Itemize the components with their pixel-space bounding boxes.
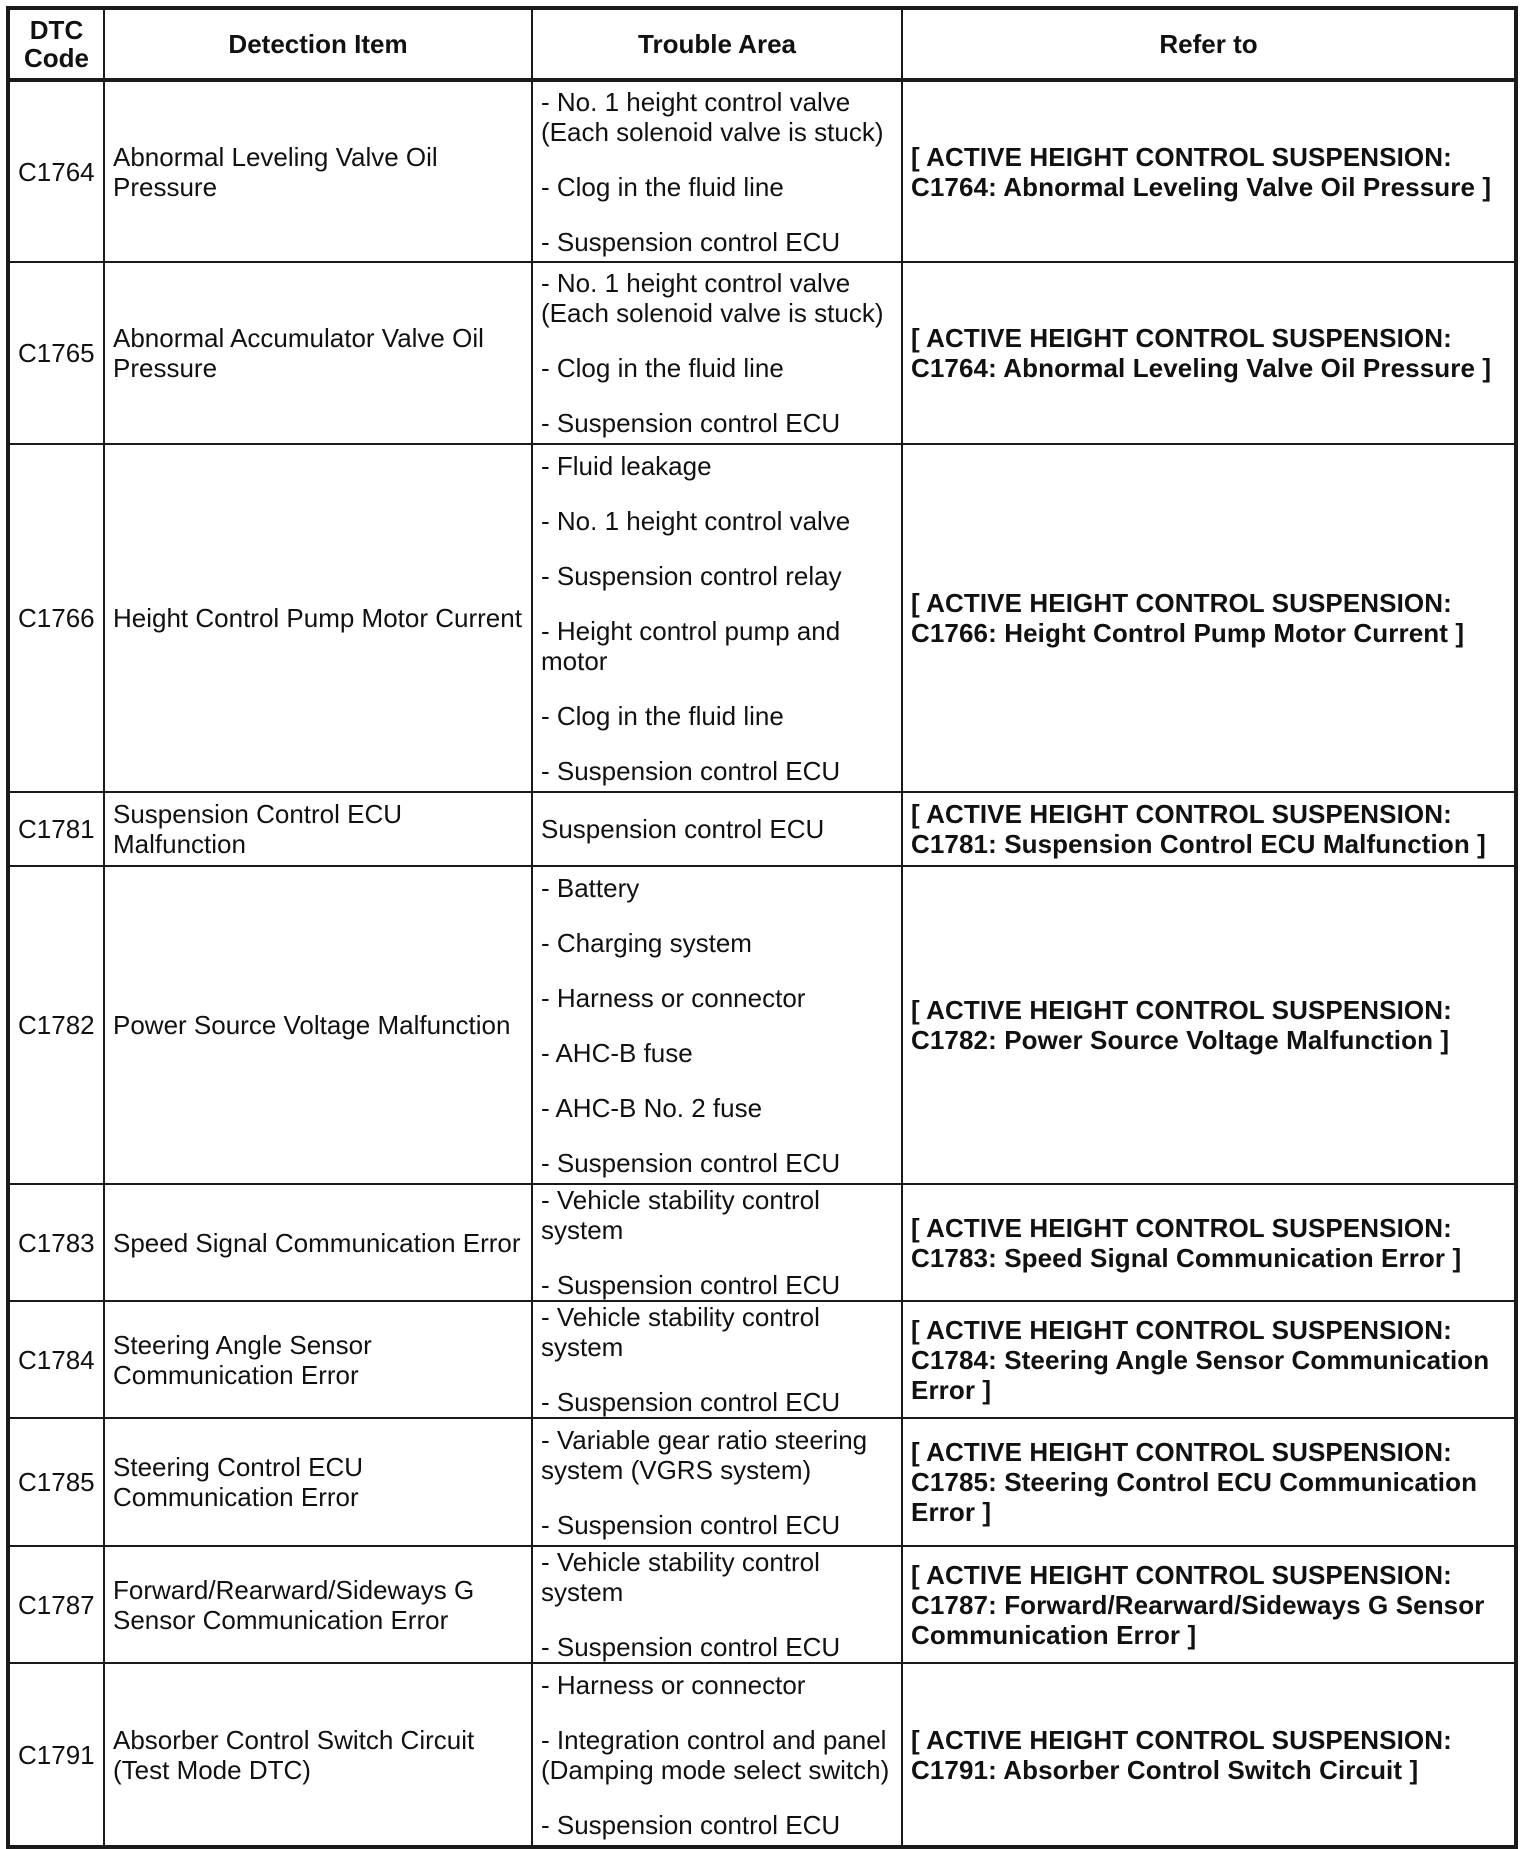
header-dtc-code-line2: Code	[24, 43, 89, 73]
dtc-code-cell: C1764	[8, 80, 104, 262]
detection-item-cell: Steering Control ECU Communication Error	[104, 1418, 532, 1546]
detection-item-cell: Steering Angle Sensor Communication Error	[104, 1301, 532, 1418]
table-row	[8, 792, 1516, 866]
refer-to-link[interactable]: [ ACTIVE HEIGHT CONTROL SUSPENSION: C1782: Power Source Voltage Malfunction ]	[902, 866, 1516, 1184]
trouble-area-item: Suspension control ECU	[541, 814, 825, 844]
trouble-area-item: - Clog in the fluid line	[541, 171, 784, 202]
dtc-code-cell: C1783	[8, 1184, 104, 1301]
header-dtc-code	[8, 8, 104, 80]
table-row	[8, 1663, 1516, 1847]
trouble-area-item: - Height control pump and motor	[541, 615, 841, 676]
trouble-area-item: - Harness or connector	[541, 1669, 806, 1700]
trouble-area-item: - Suspension control relay	[541, 560, 842, 591]
refer-to-link[interactable]: [ ACTIVE HEIGHT CONTROL SUSPENSION: C1764: Abnormal Leveling Valve Oil Pressure ]	[902, 80, 1516, 262]
dtc-code-cell: C1766	[8, 444, 104, 792]
dtc-code-cell: C1785	[8, 1418, 104, 1546]
trouble-area-cell	[532, 1546, 902, 1663]
trouble-area-item: - Fluid leakage	[541, 450, 712, 481]
refer-to-link[interactable]: [ ACTIVE HEIGHT CONTROL SUSPENSION: C1783: Speed Signal Communication Error ]	[902, 1184, 1516, 1301]
dtc-code-cell: C1765	[8, 262, 104, 444]
refer-to-link[interactable]: [ ACTIVE HEIGHT CONTROL SUSPENSION: C1766: Height Control Pump Motor Current ]	[902, 444, 1516, 792]
trouble-area-cell	[532, 792, 902, 866]
trouble-area-cell	[532, 1184, 902, 1301]
dtc-code-cell: C1787	[8, 1546, 104, 1663]
table-header-row	[8, 8, 1516, 80]
trouble-area-item: - Suspension control ECU	[541, 1632, 841, 1662]
detection-item-cell: Speed Signal Communication Error	[104, 1184, 532, 1301]
trouble-area-item: - Clog in the fluid line	[541, 353, 784, 383]
trouble-area-cell	[532, 1663, 902, 1847]
detection-item-cell: Absorber Control Switch Circuit (Test Mode DTC)	[104, 1663, 532, 1847]
dtc-code-cell: C1782	[8, 866, 104, 1184]
trouble-area-item: - Vehicle stability control system	[541, 1547, 820, 1607]
table-row	[8, 444, 1516, 792]
refer-to-link[interactable]: [ ACTIVE HEIGHT CONTROL SUSPENSION: C1785: Steering Control ECU Communication Error ]	[902, 1418, 1516, 1546]
refer-to-link[interactable]: [ ACTIVE HEIGHT CONTROL SUSPENSION: C1781: Suspension Control ECU Malfunction ]	[902, 792, 1516, 866]
dtc-table	[6, 6, 1518, 1849]
header-detection-item: Detection Item	[104, 8, 532, 80]
trouble-area-item: - AHC-B fuse	[541, 1037, 693, 1068]
trouble-area-item: - Battery	[541, 872, 640, 903]
trouble-area-item: - Suspension control ECU	[541, 1147, 841, 1178]
detection-item-cell: Suspension Control ECU Malfunction	[104, 792, 532, 866]
trouble-area-item: - Suspension control ECU	[541, 755, 841, 786]
trouble-area-item: - Harness or connector	[541, 982, 806, 1013]
trouble-area-item: - Vehicle stability control system	[541, 1185, 820, 1245]
trouble-area-item: - Integration control and panel (Damping mode select switch)	[541, 1724, 890, 1785]
trouble-area-cell	[532, 1418, 902, 1546]
table-row	[8, 262, 1516, 444]
refer-to-link[interactable]: [ ACTIVE HEIGHT CONTROL SUSPENSION: C1784: Steering Angle Sensor Communication Error ]	[902, 1301, 1516, 1418]
trouble-area-item: - No. 1 height control valve	[541, 505, 851, 536]
refer-to-link[interactable]: [ ACTIVE HEIGHT CONTROL SUSPENSION: C1791: Absorber Control Switch Circuit ]	[902, 1663, 1516, 1847]
table-row	[8, 80, 1516, 262]
trouble-area-item: - Suspension control ECU	[541, 408, 841, 438]
trouble-area-item: - Suspension control ECU	[541, 1270, 841, 1300]
detection-item-cell: Abnormal Leveling Valve Oil Pressure	[104, 80, 532, 262]
table-row	[8, 1546, 1516, 1663]
detection-item-cell: Abnormal Accumulator Valve Oil Pressure	[104, 262, 532, 444]
trouble-area-item: - AHC-B No. 2 fuse	[541, 1092, 763, 1123]
dtc-table-container	[6, 6, 1514, 1840]
trouble-area-cell	[532, 1301, 902, 1418]
trouble-area-item: - Clog in the fluid line	[541, 700, 784, 731]
trouble-area-item: - No. 1 height control valve (Each solenoid valve is stuck)	[541, 268, 884, 328]
table-row	[8, 1301, 1516, 1418]
table-row	[8, 1184, 1516, 1301]
trouble-area-cell	[532, 80, 902, 262]
trouble-area-item: - Suspension control ECU	[541, 1509, 841, 1540]
detection-item-cell: Power Source Voltage Malfunction	[104, 866, 532, 1184]
trouble-area-item: - Suspension control ECU	[541, 1809, 841, 1840]
dtc-code-cell: C1784	[8, 1301, 104, 1418]
trouble-area-cell	[532, 444, 902, 792]
dtc-code-cell: C1781	[8, 792, 104, 866]
table-row	[8, 866, 1516, 1184]
trouble-area-item: - Suspension control ECU	[541, 1387, 841, 1417]
table-row	[8, 1418, 1516, 1546]
detection-item-cell: Height Control Pump Motor Current	[104, 444, 532, 792]
trouble-area-item: - No. 1 height control valve (Each solenoid valve is stuck)	[541, 86, 884, 147]
header-trouble-area: Trouble Area	[532, 8, 902, 80]
trouble-area-item: - Vehicle stability control system	[541, 1302, 820, 1362]
refer-to-link[interactable]: [ ACTIVE HEIGHT CONTROL SUSPENSION: C1787: Forward/Rearward/Sideways G Sensor Communication Error ]	[902, 1546, 1516, 1663]
trouble-area-cell	[532, 262, 902, 444]
trouble-area-item: - Charging system	[541, 927, 752, 958]
header-refer-to: Refer to	[902, 8, 1516, 80]
header-dtc-code-line1: DTC	[29, 15, 84, 45]
trouble-area-item: - Variable gear ratio steering system (VGRS system)	[541, 1424, 868, 1485]
refer-to-link[interactable]: [ ACTIVE HEIGHT CONTROL SUSPENSION: C1764: Abnormal Leveling Valve Oil Pressure ]	[902, 262, 1516, 444]
trouble-area-cell	[532, 866, 902, 1184]
dtc-code-cell: C1791	[8, 1663, 104, 1847]
detection-item-cell: Forward/Rearward/Sideways G Sensor Communication Error	[104, 1546, 532, 1663]
trouble-area-item: - Suspension control ECU	[541, 226, 841, 257]
